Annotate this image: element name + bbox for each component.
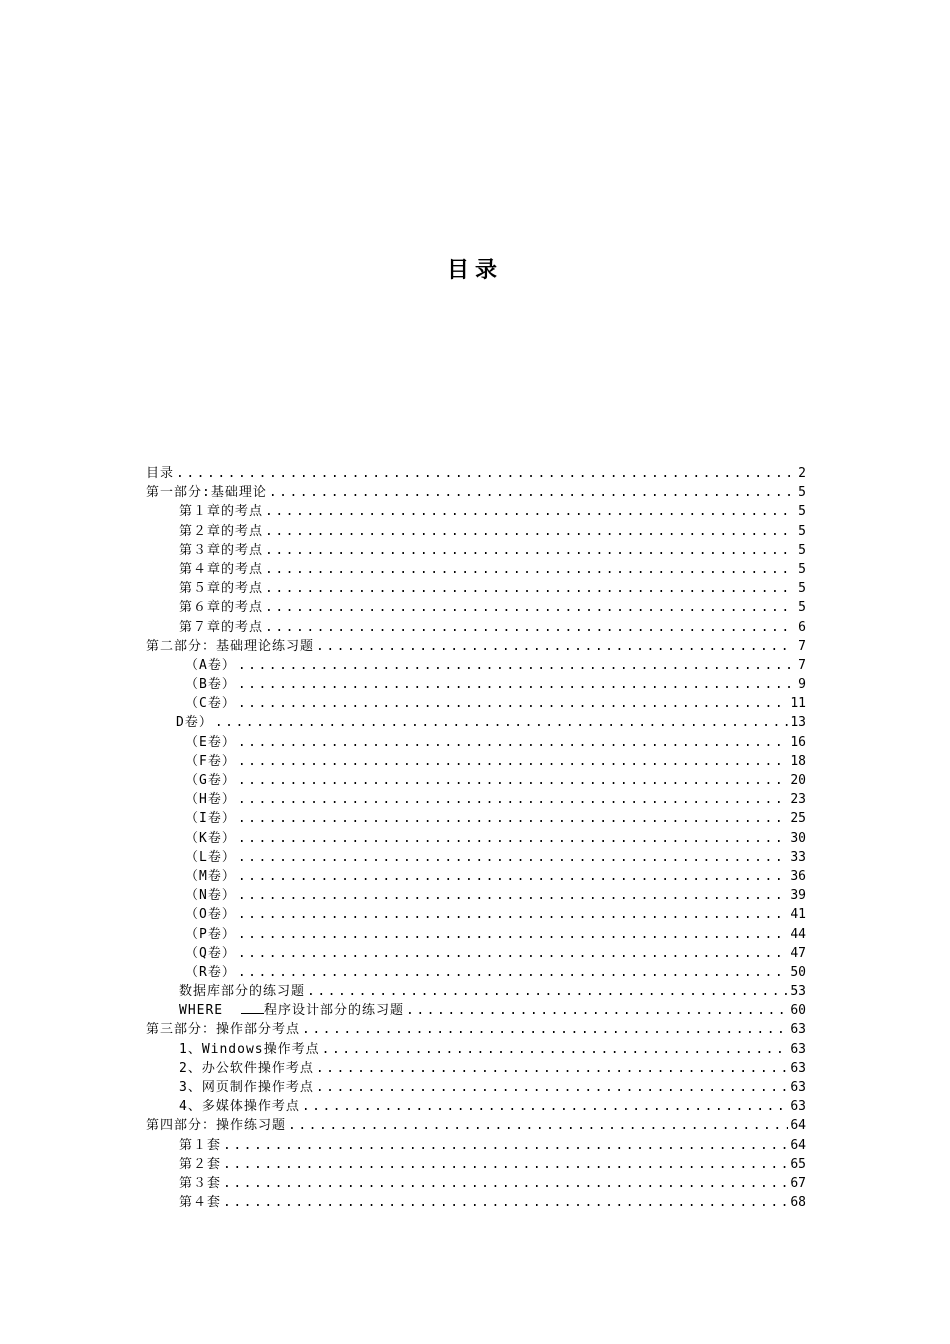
toc-entry[interactable]: [146, 675, 806, 694]
toc-entry-label: 第１套: [179, 1137, 222, 1153]
dot-leader: [302, 1020, 788, 1039]
toc-page-number: 60: [790, 1003, 806, 1019]
toc-page-number: 47: [790, 945, 806, 961]
toc-page-number: 23: [790, 792, 806, 808]
toc-entry-label: （I卷）: [185, 811, 236, 827]
dot-leader: [238, 944, 789, 963]
dot-leader: [238, 963, 789, 982]
dot-leader: [238, 925, 789, 944]
toc-page-number: 44: [790, 926, 806, 942]
dot-leader: [269, 483, 790, 502]
toc-entry[interactable]: [146, 752, 806, 771]
toc-entry[interactable]: [146, 848, 806, 867]
toc-entry[interactable]: [146, 1193, 806, 1212]
toc-entry[interactable]: [146, 713, 806, 732]
toc-entry-label: 第３套: [179, 1175, 222, 1191]
toc-page-number: 16: [790, 734, 806, 750]
dot-leader: [302, 1097, 789, 1116]
toc-entry-label: （R卷）: [185, 964, 236, 980]
toc-page-number: 2: [798, 466, 806, 481]
toc-entry-label: 第１章的考点: [179, 504, 264, 520]
toc-page-number: 65: [790, 1156, 806, 1172]
toc-entry-label: 1、Windows操作考点: [179, 1041, 320, 1057]
toc-page-number: 63: [790, 1080, 806, 1095]
dot-leader: [238, 867, 789, 886]
toc-entry-label: WHERE: [179, 1003, 224, 1019]
toc-page-number: 5: [798, 561, 806, 577]
toc-entry[interactable]: [146, 867, 806, 886]
dot-leader: [316, 1078, 789, 1097]
toc-page-number: 5: [798, 600, 806, 616]
dot-leader: [238, 771, 789, 790]
toc-entry-label: 第一部分:基础理论: [146, 485, 267, 501]
toc-entry[interactable]: [146, 790, 806, 809]
toc-entry[interactable]: [146, 1136, 806, 1155]
dot-leader: [238, 829, 789, 848]
dot-leader: [406, 1001, 788, 1020]
toc-entry[interactable]: [146, 1116, 806, 1135]
toc-entry[interactable]: [146, 618, 806, 637]
toc-page-number: 18: [790, 753, 806, 769]
dot-leader: [238, 790, 789, 809]
toc-entry-label: 目录: [146, 466, 175, 481]
toc-page-number: 68: [790, 1195, 806, 1211]
toc-entry[interactable]: [146, 483, 806, 502]
page-title: 目录: [446, 258, 503, 283]
toc-entry-label: 数据库部分的练习题: [179, 984, 306, 1000]
toc-entry-label-suffix: 程序设计部分的练习题: [264, 1003, 405, 1019]
toc-entry-label: （L卷）: [185, 849, 236, 865]
toc-entry-label: 2、办公软件操作考点: [179, 1060, 314, 1076]
dot-leader: [176, 464, 790, 483]
dot-leader: [238, 694, 789, 713]
toc-entry-label: （C卷）: [185, 696, 236, 712]
toc-entry[interactable]: [146, 809, 806, 828]
toc-entry-label: （P卷）: [185, 926, 236, 942]
toc-entry-label: 第５章的考点: [179, 581, 264, 597]
toc-page-number: 39: [790, 888, 806, 904]
toc-entry-label: 第四部分：操作练习题: [146, 1118, 287, 1134]
dot-leader: [215, 713, 789, 732]
toc-entry[interactable]: [146, 925, 806, 944]
toc-entry-label: （N卷）: [185, 888, 236, 904]
toc-entry[interactable]: [146, 522, 806, 541]
toc-page-number: 11: [790, 696, 806, 712]
dot-leader: [265, 522, 790, 541]
toc-page-number: 50: [790, 964, 806, 980]
dot-leader: [223, 1155, 788, 1174]
dot-leader: [265, 598, 790, 617]
toc-page-number: 13: [790, 715, 806, 731]
toc-entry[interactable]: [146, 656, 806, 675]
toc-entry[interactable]: [146, 963, 806, 982]
toc-entry-label: 第３章的考点: [179, 542, 264, 558]
toc-entry[interactable]: [146, 1020, 806, 1039]
dot-leader: [223, 1193, 788, 1212]
toc-entry[interactable]: [146, 829, 806, 848]
dot-leader: [265, 541, 790, 560]
dot-leader: [265, 560, 790, 579]
toc-entry[interactable]: [146, 464, 806, 483]
dot-leader: [322, 1040, 789, 1059]
toc-entry[interactable]: [146, 733, 806, 752]
toc-entry-label: 第２套: [179, 1156, 222, 1172]
dot-leader: [307, 982, 788, 1001]
toc-page-number: 5: [798, 542, 806, 558]
toc-page-number: 67: [790, 1175, 806, 1191]
toc-entry[interactable]: [146, 1078, 806, 1097]
toc-entry[interactable]: [146, 598, 806, 617]
dot-leader: [265, 618, 790, 637]
toc-page-number: 7: [798, 657, 806, 673]
toc-entry[interactable]: [146, 694, 806, 713]
toc-entry[interactable]: [146, 1001, 806, 1020]
dot-leader: [265, 502, 790, 521]
toc-entry-label: （H卷）: [185, 792, 236, 808]
toc-entry-label: （G卷）: [185, 773, 236, 788]
toc-entry-label: 第二部分：基础理论练习题: [146, 638, 315, 654]
toc-entry-label: 第４套: [179, 1195, 222, 1211]
toc-entry[interactable]: [146, 944, 806, 963]
toc-page-number: 63: [790, 1060, 806, 1076]
toc-entry[interactable]: [146, 1174, 806, 1193]
dot-leader: [238, 886, 789, 905]
toc-entry[interactable]: [146, 1040, 806, 1059]
toc-entry-label: 第７章的考点: [179, 619, 264, 635]
toc-page-number: 64: [790, 1137, 806, 1153]
dot-leader: [223, 1174, 788, 1193]
dot-leader: [265, 579, 790, 598]
toc-entry-label: （Q卷）: [185, 945, 236, 961]
toc-page-number: 36: [790, 868, 806, 884]
toc-entry-label: （E卷）: [185, 734, 236, 750]
toc-page-number: 5: [798, 523, 806, 539]
toc-entry-label: 第６章的考点: [179, 600, 264, 616]
toc-page-number: 64: [790, 1118, 806, 1134]
toc-page-number: 6: [798, 619, 806, 635]
dot-leader: [238, 905, 789, 924]
dot-leader: [238, 809, 789, 828]
toc-page-number: 53: [790, 984, 806, 1000]
toc-page-number: 41: [790, 907, 806, 923]
dot-leader: [316, 1059, 789, 1078]
table-of-contents: [146, 464, 806, 1212]
toc-entry[interactable]: [146, 637, 806, 656]
toc-entry[interactable]: [146, 1155, 806, 1174]
toc-page-number: 20: [790, 773, 806, 788]
toc-entry[interactable]: [146, 560, 806, 579]
toc-entry-label: （F卷）: [185, 753, 236, 769]
toc-entry-label: 4、多媒体操作考点: [179, 1099, 300, 1115]
toc-page-number: 5: [798, 581, 806, 597]
toc-page-number: 5: [798, 504, 806, 520]
toc-entry[interactable]: [146, 579, 806, 598]
toc-entry-label: 3、网页制作操作考点: [179, 1080, 314, 1095]
toc-entry[interactable]: [146, 502, 806, 521]
toc-entry[interactable]: [146, 541, 806, 560]
dot-leader: [223, 1136, 788, 1155]
toc-entry-label: D卷）: [176, 715, 213, 731]
toc-entry[interactable]: [146, 1059, 806, 1078]
toc-entry-label: 第三部分：操作部分考点: [146, 1022, 301, 1038]
toc-page-number: 63: [790, 1041, 806, 1057]
fill-in-blank: [241, 1001, 264, 1014]
toc-page-number: 9: [798, 677, 806, 693]
toc-entry[interactable]: [146, 1097, 806, 1116]
toc-entry[interactable]: [146, 982, 806, 1001]
dot-leader: [238, 656, 790, 675]
toc-entry-label: （K卷）: [185, 830, 236, 846]
toc-page-number: 63: [790, 1022, 806, 1038]
toc-page-number: 63: [790, 1099, 806, 1115]
dot-leader: [288, 1116, 788, 1135]
toc-entry-label: （A卷）: [185, 657, 236, 673]
dot-leader: [238, 733, 789, 752]
toc-page-number: 7: [798, 638, 806, 654]
dot-leader: [238, 752, 789, 771]
toc-entry-label: （O卷）: [185, 907, 236, 923]
toc-entry-label: （M卷）: [185, 868, 236, 884]
toc-entry-label: 第２章的考点: [179, 523, 264, 539]
toc-entry[interactable]: [146, 905, 806, 924]
dot-leader: [238, 675, 790, 694]
toc-page-number: 33: [790, 849, 806, 865]
toc-entry[interactable]: [146, 771, 806, 790]
toc-entry-label: 第４章的考点: [179, 561, 264, 577]
toc-page-number: 25: [790, 811, 806, 827]
toc-entry[interactable]: [146, 886, 806, 905]
toc-entry-label: （B卷）: [185, 677, 236, 693]
dot-leader: [238, 848, 789, 867]
toc-page-number: 5: [798, 485, 806, 501]
toc-page-number: 30: [790, 830, 806, 846]
dot-leader: [316, 637, 790, 656]
